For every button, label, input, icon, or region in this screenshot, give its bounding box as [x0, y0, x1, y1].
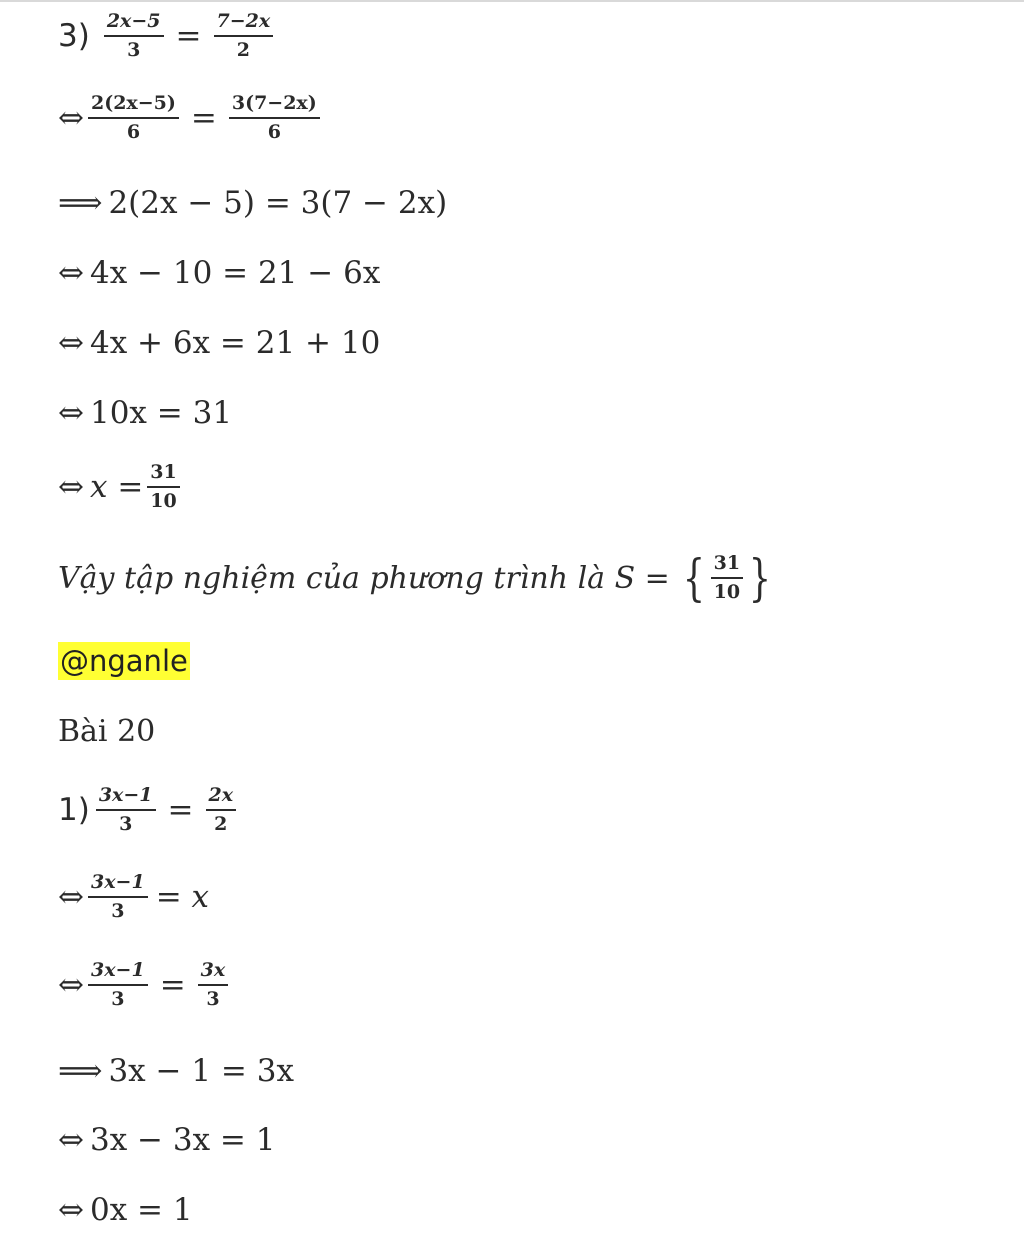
numerator: 31	[711, 554, 743, 579]
equation-text: 2(2x − 5) = 3(7 − 2x)	[108, 185, 448, 221]
denominator: 10	[713, 580, 741, 603]
fraction	[147, 463, 179, 512]
section-title: Bài 20	[58, 714, 156, 749]
denominator: 3	[206, 987, 220, 1010]
equivalence-symbol: ⇔	[58, 325, 84, 361]
part1-label: 1)	[58, 792, 90, 829]
equals-sign: =	[159, 967, 186, 1004]
part3-label: 3)	[58, 18, 90, 55]
equation-text: 0x = 1	[89, 1192, 193, 1228]
right-brace: }	[748, 549, 772, 607]
equivalence-symbol: ⇔	[58, 1122, 84, 1158]
numerator: 3x−1	[88, 961, 148, 986]
denominator: 3	[111, 987, 125, 1010]
part1-equation-line-3	[58, 961, 232, 1010]
part3-equation-line-5	[58, 325, 380, 361]
numerator: 3x−1	[96, 786, 156, 811]
implies-symbol: ⟹	[58, 185, 103, 221]
part1-equation-line-5	[58, 1122, 276, 1158]
fraction	[214, 12, 274, 61]
denominator: 3	[119, 812, 133, 835]
denominator: 10	[150, 489, 177, 512]
denominator: 3	[127, 38, 141, 61]
equation-text: 3x − 1 = 3x	[108, 1053, 294, 1089]
equivalence-symbol: ⇔	[58, 395, 84, 431]
denominator: 2	[236, 38, 250, 61]
equals-sign: =	[167, 792, 194, 829]
numerator: 2(2x−5)	[88, 94, 179, 119]
part3-equation-line-3	[58, 185, 447, 221]
numerator: 7−2x	[214, 12, 274, 37]
conclusion-text: Vậy tập nghiệm của phương trình là S =	[58, 560, 670, 596]
fraction	[229, 94, 320, 143]
numerator: 2x−5	[104, 12, 164, 37]
solution-fraction	[711, 551, 743, 603]
part3-equation-line-1	[58, 12, 277, 61]
equivalence-symbol: ⇔	[58, 255, 84, 291]
numerator: 31	[147, 463, 179, 488]
left-brace: {	[682, 549, 705, 607]
equals-sign: =	[175, 18, 202, 55]
numerator: 3x	[198, 961, 229, 986]
conclusion-line	[58, 549, 777, 607]
denominator: 6	[126, 120, 141, 143]
part1-equation-line-4	[58, 1053, 294, 1089]
fraction	[198, 961, 229, 1010]
equation-text: 4x − 10 = 21 − 6x	[89, 255, 381, 291]
part3-equation-line-4	[58, 255, 380, 291]
equivalence-symbol: ⇔	[58, 469, 84, 506]
fraction	[96, 786, 156, 835]
equivalence-symbol: ⇔	[58, 1192, 84, 1228]
denominator: 2	[214, 812, 228, 835]
equivalence-symbol: ⇔	[58, 100, 84, 137]
implies-symbol: ⟹	[58, 1053, 103, 1089]
equation-text: 4x + 6x = 21 + 10	[89, 325, 381, 361]
numerator: 2x	[206, 786, 237, 811]
numerator: 3x−1	[88, 873, 148, 898]
numerator: 3(7−2x)	[229, 94, 320, 119]
part3-equation-line-7	[58, 463, 184, 512]
fraction	[88, 94, 179, 143]
part1-equation-line-2	[58, 873, 209, 922]
equivalence-symbol: ⇔	[58, 879, 84, 916]
top-border	[0, 0, 1024, 2]
denominator: 3	[111, 899, 125, 922]
fraction	[88, 961, 148, 1010]
part3-equation-line-6	[58, 395, 232, 431]
fraction	[206, 786, 237, 835]
part1-equation-line-6	[58, 1192, 193, 1228]
equation-text: 3x − 3x = 1	[89, 1122, 276, 1158]
equation-text: = x	[155, 879, 209, 916]
fraction	[88, 873, 148, 922]
equation-text: x =	[89, 469, 144, 506]
section-title-line	[58, 714, 155, 749]
fraction	[104, 12, 164, 61]
denominator: 6	[267, 120, 281, 143]
part1-equation-line-1	[58, 786, 240, 835]
equivalence-symbol: ⇔	[58, 967, 84, 1004]
author-tag: @nganle	[60, 644, 188, 678]
equals-sign: =	[190, 100, 217, 137]
equation-text: 10x = 31	[89, 395, 233, 431]
part3-equation-line-2	[58, 94, 324, 143]
author-tag-line	[58, 642, 190, 680]
